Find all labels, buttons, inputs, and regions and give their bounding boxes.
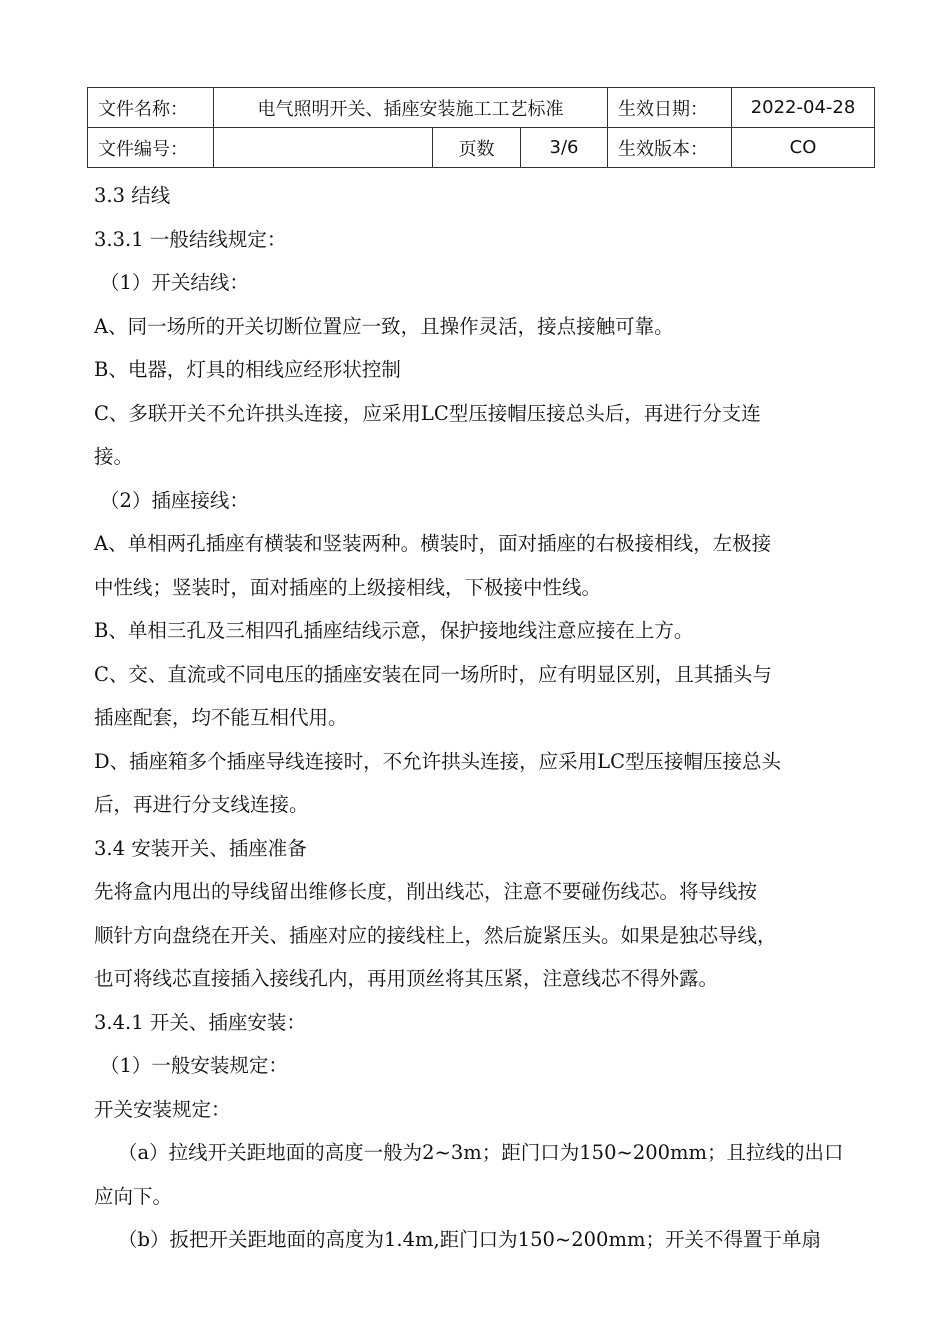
pages-label: 页数 [433, 128, 521, 168]
version-label: 生效版本： [608, 128, 732, 168]
paragraph-line: 也可将线芯直接插入接线孔内，再用顶丝将其压紧，注意线芯不得外露。 [94, 967, 719, 990]
file-name-label: 文件名称： [88, 88, 214, 128]
document-body [94, 174, 884, 1262]
version-value: CO [732, 128, 875, 168]
paragraph-line: 应向下。 [94, 1184, 173, 1208]
subheading-general-rules: （1）一般安装规定： [100, 1054, 288, 1077]
heading-3-3-1: 3.3.1 一般结线规定： [94, 227, 287, 251]
heading-3-4-1: 3.4.1 开关、插座安装： [94, 1010, 306, 1034]
paragraph-line: 插座配套，均不能互相代用。 [94, 706, 348, 729]
pages-value: 3/6 [521, 128, 608, 168]
file-code-value [214, 128, 433, 168]
paragraph-line: D、插座箱多个插座导线连接时，不允许拱头连接，应采用LC型压接帽压接总头 [94, 749, 782, 773]
document-header-table [87, 87, 875, 168]
paragraph-line: C、多联开关不允许拱头连接，应采用LC型压接帽压接总头后，再进行分支连 [94, 401, 761, 425]
paragraph-line: （b）扳把开关距地面的高度为1.4m,距门口为150~200mm；开关不得置于单扇 [118, 1228, 821, 1251]
header-row-1 [88, 88, 875, 128]
paragraph-line: A、单相两孔插座有横装和竖装两种。横装时，面对插座的右极接相线，左极接 [94, 532, 772, 555]
file-code-label: 文件编号： [88, 128, 214, 168]
subheading-socket-wiring: （2）插座接线： [100, 488, 249, 512]
effective-date-label: 生效日期： [608, 88, 732, 128]
heading-3-4: 3.4 安装开关、插座准备 [94, 836, 307, 860]
paragraph-line: C、交、直流或不同电压的插座安装在同一场所时，应有明显区别，且其插头与 [94, 662, 772, 686]
effective-date-value: 2022-04-28 [732, 88, 875, 128]
paragraph-line: 后，再进行分支线连接。 [94, 793, 309, 816]
header-row-2 [88, 128, 875, 168]
paragraph-line: 接。 [94, 445, 134, 468]
paragraph-line: A、同一场所的开关切断位置应一致，且操作灵活，接点接触可靠。 [94, 314, 674, 338]
paragraph-line: 顺针方向盘绕在开关、插座对应的接线柱上，然后旋紧压头。如果是独芯导线， [94, 923, 777, 947]
paragraph-line: B、电器，灯具的相线应经形状控制 [94, 358, 401, 381]
file-name-value: 电气照明开关、插座安装施工工艺标准 [214, 88, 608, 128]
heading-3-3: 3.3 结线 [94, 184, 171, 207]
paragraph-line: 中性线；竖装时，面对插座的上级接相线，下极接中性线。 [94, 575, 602, 599]
subheading-switch-wiring: （1）开关结线： [100, 271, 249, 294]
paragraph-line: （a）拉线开关距地面的高度一般为2~3m；距门口为150~200mm；且拉线的出口 [118, 1141, 844, 1164]
paragraph-line: 先将盒内甩出的导线留出维修长度，削出线芯，注意不要碰伤线芯。将导线按 [94, 880, 758, 903]
paragraph-line: 开关安装规定： [94, 1097, 231, 1121]
paragraph-line: B、单相三孔及三相四孔插座结线示意，保护接地线注意应接在上方。 [94, 619, 694, 642]
